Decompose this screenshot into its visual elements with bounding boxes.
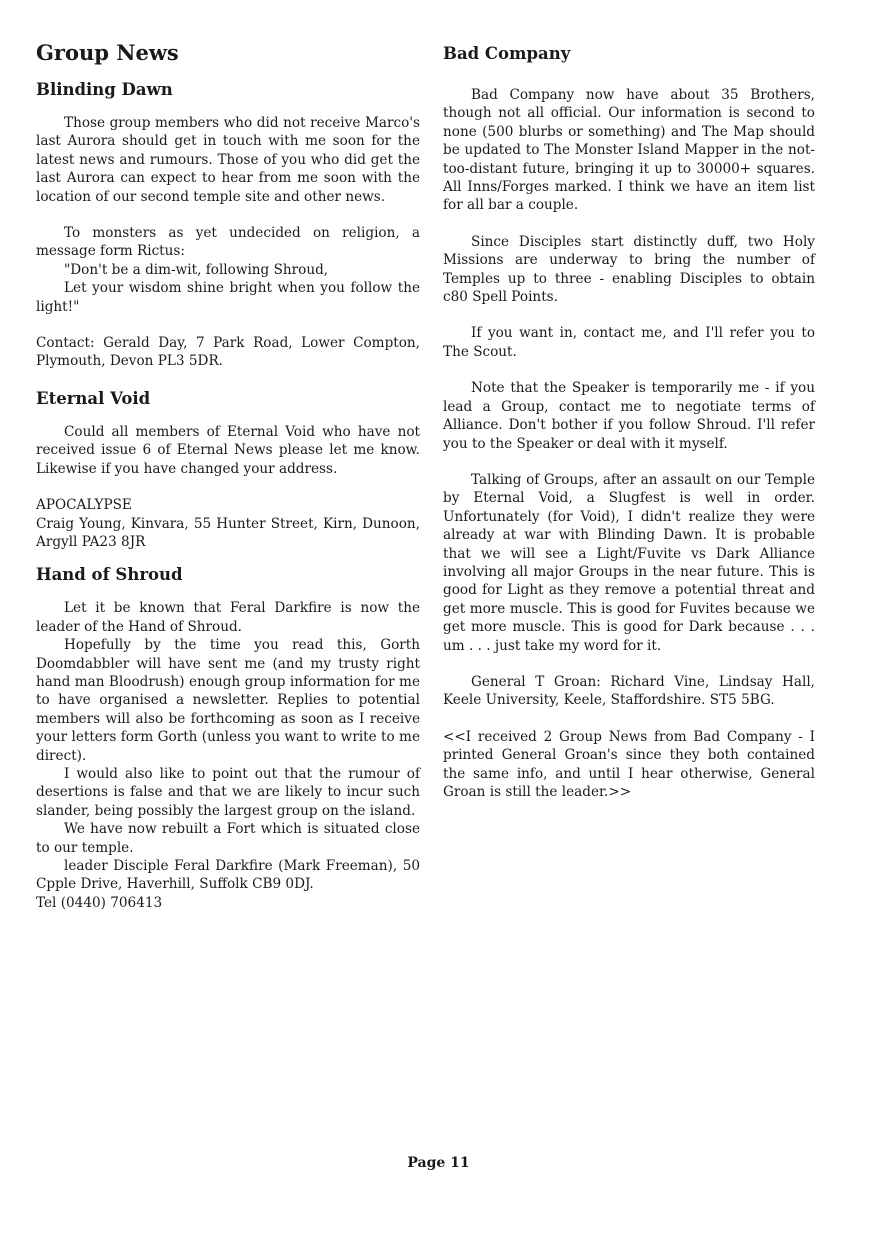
section-heading-bad-company: Bad Company bbox=[443, 44, 571, 63]
right-column bbox=[443, 36, 815, 801]
section-heading-blinding-dawn: Blinding Dawn bbox=[36, 80, 173, 99]
paragraph: Bad Company now have about 35 Brothers, though not all official. Our information is second to none (500 blurbs or something) and The Map should be updated to The Monster Island Mapper in the not-too-distant future, bringing it up to 30000+ squares. All Inns/Forges marked. I think we have an item list for all bar a couple. bbox=[443, 87, 815, 214]
paragraph: Those group members who did not receive Marco's last Aurora should get in touch with me soon for the latest news and rumours. Those of you who did get the last Aurora can expect to hear from me soon with the location of our second temple site and other news. bbox=[36, 115, 420, 205]
paragraph: Could all members of Eternal Void who have not received issue 6 of Eternal News please let me know. Likewise if you have changed your address. bbox=[36, 423, 420, 477]
contact-address: leader Disciple Feral Darkfire (Mark Freeman), 50 Cpple Drive, Haverhill, Suffolk CB9 0DJ. bbox=[36, 858, 420, 893]
contact-address: Contact: Gerald Day, 7 Park Road, Lower Compton, Plymouth, Devon PL3 5DR. bbox=[36, 335, 420, 370]
paragraph: I would also like to point out that the rumour of desertions is false and that we are likely to incur such slander, being possibly the largest group on the island. bbox=[36, 765, 420, 819]
paragraph: Note that the Speaker is temporarily me - if you lead a Group, contact me to negotiate terms of Alliance. Don't bother if you follow Shroud. I'll refer you to the Speaker or deal with it myself. bbox=[443, 380, 815, 452]
paragraph: Talking of Groups, after an assault on our Temple by Eternal Void, a Slugfest is well in order. Unfortunately (for Void), I didn't realize they were already at war with Blinding Dawn. It is probable that we will see a Light/Fuvite vs Dark Alliance involving all major Groups in the near future. This is good for Light as they remove a potential threat and get more muscle. This is good for Fuvites because we get more muscle. This is good for Dark because . . . um . . . just take my word for it. bbox=[443, 471, 815, 654]
contact-name: APOCALYPSE bbox=[36, 497, 132, 514]
paragraph: Let it be known that Feral Darkfire is now the leader of the Hand of Shroud. bbox=[36, 600, 420, 635]
section-heading-hand-of-shroud: Hand of Shroud bbox=[36, 565, 183, 585]
paragraph: Since Disciples start distinctly duff, two Holy Missions are underway to bring the number of Temples up to three - enabling Disciples to obtain c80 Spell Points. bbox=[443, 233, 815, 306]
paragraph: If you want in, contact me, and I'll refer you to The Scout. bbox=[443, 325, 815, 360]
paragraph: We have now rebuilt a Fort which is situated close to our temple. bbox=[36, 821, 420, 856]
page-number: Page 11 bbox=[407, 1155, 470, 1171]
contact-phone: Tel (0440) 706413 bbox=[36, 894, 163, 911]
quote-line: Let your wisdom shine bright when you follow the light!" bbox=[36, 280, 420, 315]
contact-address: Craig Young, Kinvara, 55 Hunter Street, Kirn, Dunoon, Argyll PA23 8JR bbox=[36, 515, 420, 550]
left-column bbox=[36, 36, 420, 912]
editor-note: <<I received 2 Group News from Bad Company - I printed General Groan's since they both contained the same info, and until I hear otherwise, General Groan is still the leader.>> bbox=[443, 728, 815, 800]
quote-line: "Don't be a dim-wit, following Shroud, bbox=[64, 261, 329, 278]
paragraph: Hopefully by the time you read this, Gorth Doomdabbler will have sent me (and my trusty right hand man Bloodrush) enough group information for me to have organised a newsletter. Replies to potential members will also be forthcoming as soon as I receive your letters form Gorth (unless you want to write to me direct). bbox=[36, 637, 420, 764]
page-title: Group News bbox=[36, 40, 179, 65]
paragraph: To monsters as yet undecided on religion, a message form Rictus: bbox=[36, 225, 420, 260]
section-heading-eternal-void: Eternal Void bbox=[36, 388, 151, 408]
contact-address: General T Groan: Richard Vine, Lindsay Hall, Keele University, Keele, Staffordshire. ST5 5BG. bbox=[443, 673, 815, 709]
